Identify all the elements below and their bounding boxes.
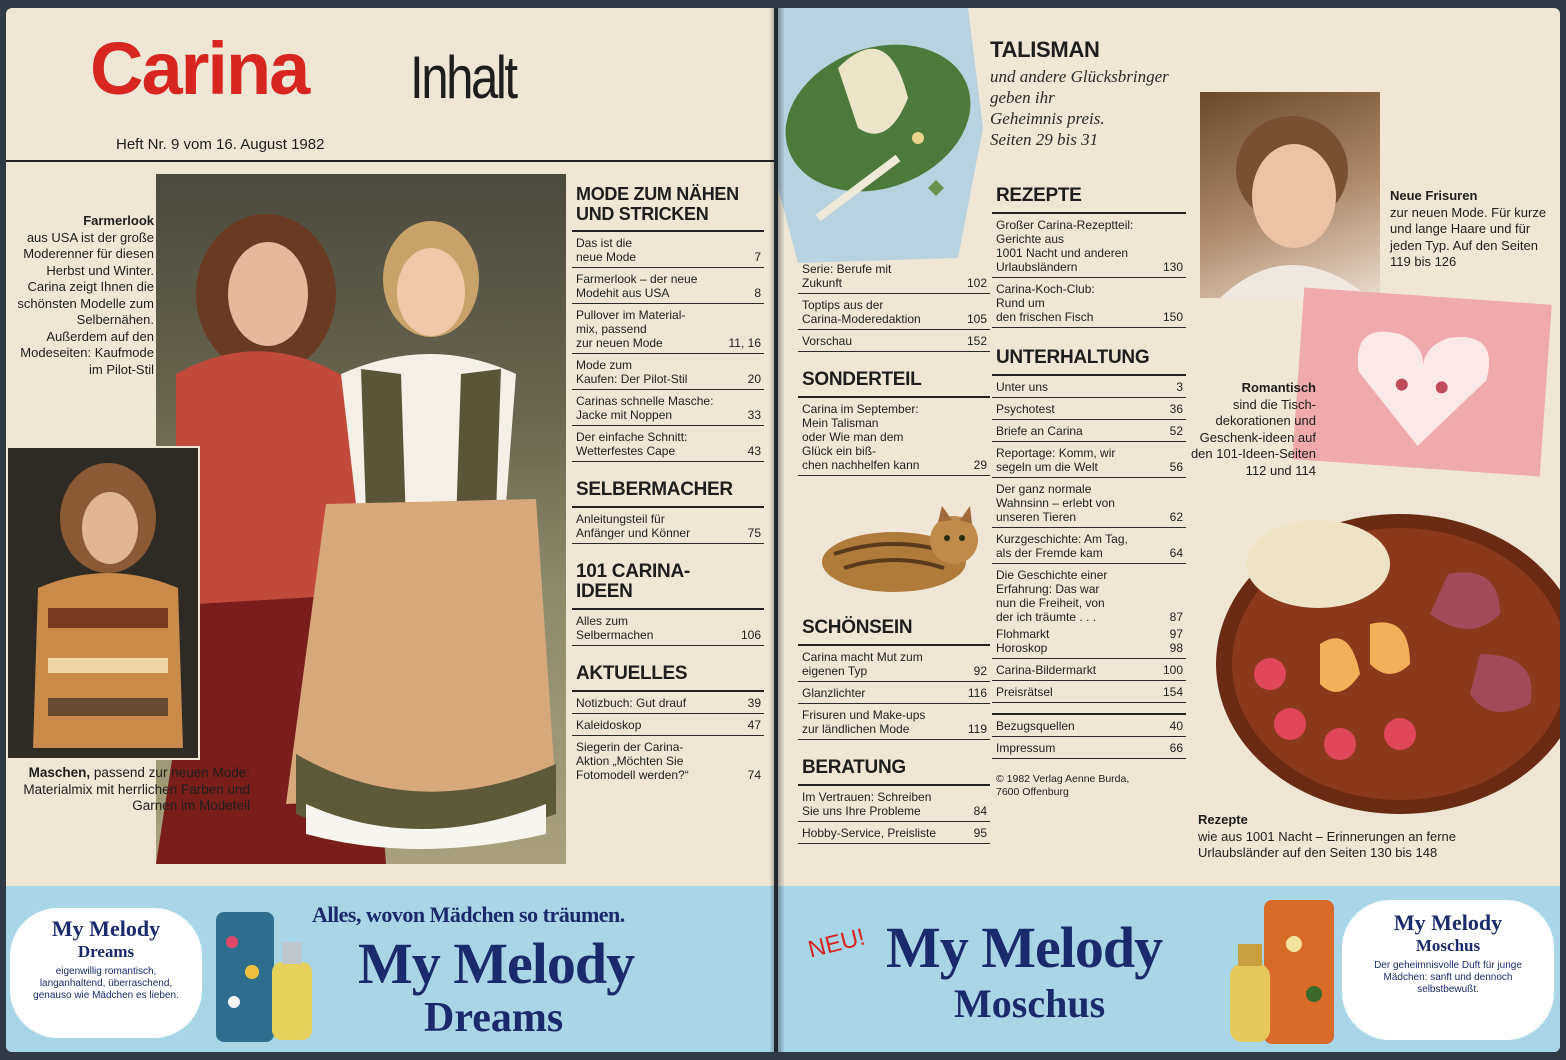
toc-entry-text: Carina-Koch-Club: Rund um den frischen Fisch <box>996 282 1095 324</box>
caption-frisuren-text: zur neuen Mode. Für kurze und lange Haare und für jeden Typ. Auf den Seiten 119 bis 126 <box>1390 204 1547 269</box>
toc-entry <box>992 398 1186 420</box>
toc-entry-page: 11, 16 <box>728 336 761 350</box>
caption-maschen-text: passend zur neuen Mode: Materialmix mit herrlichen Farben und Garnen im Modeteil <box>23 765 250 813</box>
toc-entry <box>572 268 764 304</box>
toc-entry <box>572 690 764 714</box>
toc-entry-text: Bezugsquellen <box>996 719 1075 733</box>
section-ideen-title: 101 CARINA-IDEEN <box>576 561 690 602</box>
toc-entry-text: Im Vertrauen: Schreiben Sie uns Ihre Probleme <box>802 790 932 818</box>
toc-entry-text: Preisrätsel <box>996 685 1053 699</box>
toc-entry-page: 64 <box>1169 546 1183 560</box>
toc-column-right-1 <box>798 258 990 476</box>
toc-entry-page: 105 <box>966 312 987 326</box>
fashion-photo-illustration <box>156 174 566 864</box>
talisman-illustration <box>778 8 988 268</box>
section-ideen-list <box>572 608 764 646</box>
toc-entry-page: 66 <box>1169 741 1183 755</box>
ad-moschus-neu: NEU! <box>805 923 868 964</box>
ad-dreams <box>6 886 774 1052</box>
toc-entry-text: Toptips aus der Carina-Moderedaktion <box>802 298 921 326</box>
toc-entry-text: Farmerlook – der neue Modehit aus USA <box>576 272 698 300</box>
ad-dreams-slogan: Alles, wovon Mädchen so träumen. <box>312 902 625 927</box>
section-aktuelles-title: AKTUELLES <box>576 663 688 684</box>
ad-moschus-brand: My Melody <box>886 915 1163 980</box>
toc-entry-text: Alles zum Selbermachen <box>576 614 654 642</box>
ad-moschus-cloud-title: My Melody <box>1393 910 1503 935</box>
toc-entry-text: Notizbuch: Gut drauf <box>576 696 687 710</box>
toc-entry-text: Anleitungsteil für Anfänger und Könner <box>576 512 691 540</box>
toc-entry-page: 154 <box>1162 685 1183 699</box>
section-mode-list <box>572 230 764 462</box>
toc-entry <box>572 714 764 736</box>
caption-romantisch-title: Romantisch <box>1241 380 1316 395</box>
cat-illustration <box>814 504 986 596</box>
hairstyle-photo-illustration <box>1200 92 1380 298</box>
section-selbermacher-title: SELBERMACHER <box>576 479 733 500</box>
toc-entry-page: 102 <box>966 276 987 290</box>
toc-entry <box>572 608 764 646</box>
toc-entry-text: Frisuren und Make-ups zur ländlichen Mode <box>802 708 926 736</box>
toc-entry-page: 56 <box>1169 460 1183 474</box>
ad-dreams-cloud-text: eigenwillig romantisch, langanhaltend, überraschend, genauso wie Mädchen es lieben. <box>33 966 179 1001</box>
fashion-photo <box>156 174 566 864</box>
toc-entry-page: 20 <box>747 372 761 386</box>
toc-entry-text: Serie: Berufe mit Zukunft <box>802 262 892 290</box>
toc-entry-text: Der ganz normale Wahnsinn – erlebt von unseren Tieren <box>996 482 1115 524</box>
toc-entry <box>798 784 990 822</box>
left-page <box>6 8 774 1052</box>
toc-entry <box>798 644 990 682</box>
toc-entry-page: 43 <box>747 444 761 458</box>
section-sonderteil-title: SONDERTEIL <box>802 369 922 390</box>
toc-entry-page: 40 <box>1169 719 1183 733</box>
section-unterhaltung-title: UNTERHALTUNG <box>996 347 1150 368</box>
toc-entry <box>992 278 1186 328</box>
ad-moschus-cloud-sub: Moschus <box>1415 936 1481 955</box>
toc-entry <box>992 478 1186 528</box>
toc-entry-page: 29 <box>973 458 987 472</box>
toc-entry-page: 84 <box>973 804 987 818</box>
toc-entry <box>992 713 1186 737</box>
toc-entry <box>572 354 764 390</box>
section-beratung-title: BERATUNG <box>802 757 906 778</box>
toc-entry-text: Carina im September: Mein Talisman oder Wie man dem Glück ein biß- chen nachhelfen kann <box>802 402 920 472</box>
toc-entry-text: Großer Carina-Rezeptteil: Gerichte aus 1001 Nacht und anderen Urlaubsländern <box>996 218 1134 274</box>
inhalt-title: Inhalt <box>410 44 516 111</box>
toc-entry-page: 33 <box>747 408 761 422</box>
toc-entry <box>572 390 764 426</box>
toc-entry <box>992 212 1186 278</box>
caption-rezepte-title: Rezepte <box>1198 812 1248 827</box>
ad-dreams-cloud <box>10 908 202 1038</box>
toc-entry-page: 62 <box>1169 510 1183 524</box>
toc-entry-page: 8 <box>754 286 761 300</box>
header-rule <box>6 160 774 162</box>
toc-entry-text: Mode zum Kaufen: Der Pilot-Stil <box>576 358 688 386</box>
caption-farmerlook-text: aus USA ist der große Moderenner für diesen Herbst und Winter. Carina zeigt Ihnen die schönsten Modelle zum Selbernähen. Außerdem auf den Modeseiten: Kaufmode im Pilot-Stil <box>17 229 154 377</box>
page-gutter <box>770 8 784 1052</box>
ad-moschus-cloud <box>1342 900 1554 1040</box>
toc-entry <box>992 681 1186 703</box>
issue-line: Heft Nr. 9 vom 16. August 1982 <box>116 136 325 153</box>
toc-entry-text: Hobby-Service, Preisliste <box>802 826 937 840</box>
toc-entry-text: Glanzlichter <box>802 686 866 700</box>
toc-entry <box>798 396 990 476</box>
talisman-handwriting: und andere Glücksbringer geben ihr Geheimnis preis. Seiten 29 bis 31 <box>990 67 1169 149</box>
toc-entry-page: 106 <box>740 628 761 642</box>
caption-rezepte-text: wie aus 1001 Nacht – Erinnerungen an ferne Urlaubsländer auf den Seiten 130 bis 148 <box>1198 828 1457 860</box>
caption-maschen-title: Maschen, <box>28 765 91 780</box>
toc-entry-text: Carinas schnelle Masche: Jacke mit Noppen <box>576 394 714 422</box>
section-schoensein-title: SCHÖNSEIN <box>802 617 913 638</box>
toc-entry-text: Der einfache Schnitt: Wetterfestes Cape <box>576 430 688 458</box>
toc-entry <box>572 304 764 354</box>
toc-entry-page: 74 <box>747 768 761 782</box>
toc-entry <box>572 426 764 462</box>
toc-entry-text: Kaleidoskop <box>576 718 642 732</box>
toc-entry-page: 52 <box>1169 424 1183 438</box>
romantic-decor-illustration <box>1292 288 1551 477</box>
sweater-photo-illustration <box>8 448 198 758</box>
ad-dreams-brand: My Melody <box>358 931 635 996</box>
toc-entry-page: 75 <box>747 526 761 540</box>
section-mode-title: MODE ZUM NÄHEN UND STRICKEN <box>576 184 739 224</box>
perfume-bottle-icon <box>1224 894 1344 1046</box>
toc-entry-page: 152 <box>966 334 987 348</box>
toc-column-right-1b <box>798 612 990 844</box>
toc-entry-page: 116 <box>967 686 987 700</box>
caption-maschen <box>20 765 250 815</box>
recipe-plate-illustration <box>1200 484 1560 814</box>
toc-entry-text: Pullover im Material- mix, passend zur neuen Mode <box>576 308 686 350</box>
toc-entry-text: Unter uns <box>996 380 1049 394</box>
romantic-decor-photo <box>1292 288 1551 477</box>
toc-entry-text: Kurzgeschichte: Am Tag, als der Fremde kam <box>996 532 1128 560</box>
caption-farmerlook-title: Farmerlook <box>83 213 154 228</box>
sweater-photo <box>6 446 200 760</box>
toc-entry-page: 130 <box>1162 260 1183 274</box>
toc-entry <box>992 641 1186 659</box>
ad-dreams-cloud-sub: Dreams <box>77 942 135 961</box>
toc-entry-page: 100 <box>1162 663 1183 677</box>
caption-romantisch-text: sind die Tisch-dekorationen und Geschenk-ideen auf den 101-Ideen-Seiten 112 und 114 <box>1190 396 1316 478</box>
toc-entry <box>992 564 1186 627</box>
ad-dreams-product: Dreams <box>424 995 564 1041</box>
toc-entry-page: 87 <box>1169 610 1183 624</box>
toc-entry-text: Reportage: Komm, wir segeln um die Welt <box>996 446 1116 474</box>
toc-entry-page: 119 <box>967 722 987 736</box>
caption-rezepte <box>1198 812 1498 862</box>
toc-entry-text: Das ist die neue Mode <box>576 236 637 264</box>
toc-entry <box>798 294 990 330</box>
toc-entry-page: 39 <box>747 696 761 710</box>
toc-entry-text: Flohmarkt <box>996 627 1050 641</box>
toc-entry-page: 98 <box>1169 641 1183 655</box>
toc-entry-page: 92 <box>973 664 987 678</box>
toc-entry <box>992 659 1186 681</box>
perfume-bottle-icon <box>210 902 320 1048</box>
caption-romantisch <box>1178 380 1316 479</box>
toc-entry-text: Impressum <box>996 741 1056 755</box>
toc-entry <box>992 374 1186 398</box>
toc-entry <box>798 682 990 704</box>
toc-entry-page: 3 <box>1176 380 1183 394</box>
toc-entry <box>572 230 764 268</box>
talisman-title: TALISMAN <box>990 37 1100 62</box>
toc-column-right-2 <box>992 180 1186 799</box>
toc-entry-text: Carina macht Mut zum eigenen Typ <box>802 650 923 678</box>
toc-entry-text: Siegerin der Carina- Aktion „Möchten Sie Fotomodell werden?“ <box>576 740 689 782</box>
toc-entry-text: Die Geschichte einer Erfahrung: Das war nun die Freiheit, von der ich träumte . . . <box>996 568 1108 624</box>
toc-entry <box>992 627 1186 641</box>
toc-entry <box>992 528 1186 564</box>
section-aktuelles-list <box>572 690 764 785</box>
toc-entry-page: 36 <box>1169 402 1183 416</box>
toc-entry <box>992 420 1186 442</box>
ad-moschus-cloud-text: Der geheimnisvolle Duft für junge Mädchen: sanft und dennoch selbstbewußt. <box>1374 960 1522 995</box>
toc-entry-page: 95 <box>973 826 987 840</box>
toc-entry <box>798 822 990 844</box>
toc-entry-page: 97 <box>1169 627 1183 641</box>
ad-dreams-cloud-title: My Melody <box>51 916 161 941</box>
toc-entry <box>798 258 990 294</box>
ad-moschus <box>778 886 1560 1052</box>
ad-moschus-product: Moschus <box>954 981 1106 1026</box>
carina-logo: Carina <box>90 27 309 110</box>
toc-entry-page: 47 <box>747 718 761 732</box>
toc-entry <box>572 736 764 785</box>
toc-entry-text: Vorschau <box>802 334 853 348</box>
toc-entry <box>572 506 764 544</box>
toc-entry-text: Psychotest <box>996 402 1055 416</box>
toc-entry <box>992 442 1186 478</box>
toc-entry-page: 7 <box>754 250 761 264</box>
toc-entry-page: 150 <box>1162 310 1183 324</box>
caption-frisuren <box>1390 188 1552 271</box>
copyright-note: © 1982 Verlag Aenne Burda, 7600 Offenburg <box>996 773 1130 798</box>
caption-frisuren-title: Neue Frisuren <box>1390 188 1478 203</box>
section-rezepte-title: REZEPTE <box>996 185 1082 206</box>
toc-entry-text: Horoskop <box>996 641 1048 655</box>
toc-entry <box>798 330 990 352</box>
toc-entry-text: Briefe an Carina <box>996 424 1083 438</box>
hairstyle-photo <box>1200 92 1380 298</box>
toc-entry <box>798 704 990 740</box>
section-selbermacher-list <box>572 506 764 544</box>
toc-column-left <box>572 178 764 785</box>
toc-entry <box>992 737 1186 759</box>
toc-entry-text: Carina-Bildermarkt <box>996 663 1097 677</box>
right-page <box>778 8 1560 1052</box>
caption-farmerlook <box>16 213 154 378</box>
